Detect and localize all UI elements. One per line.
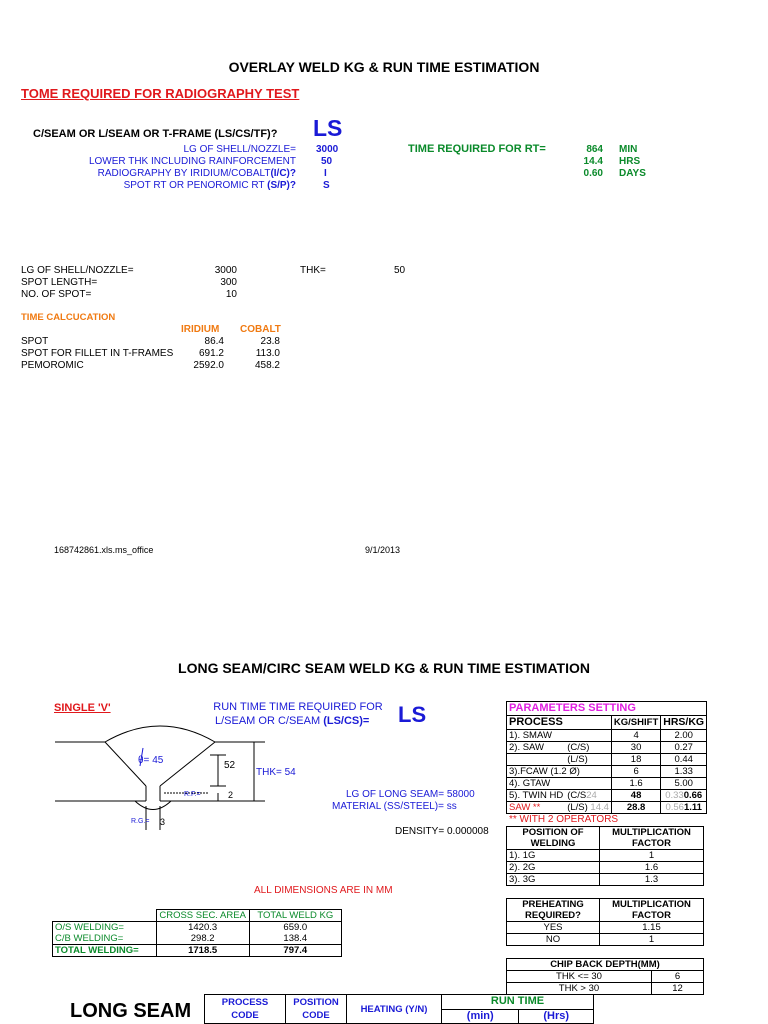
weld-joint-diagram bbox=[50, 718, 340, 833]
table-row bbox=[507, 971, 704, 983]
chip-back-title: CHIP BACK DEPTH(MM) bbox=[507, 959, 704, 971]
time-calc-cobalt: 458.2 bbox=[254, 360, 280, 371]
detail-thk-value: 50 bbox=[394, 265, 406, 276]
input-label-radiography-source: RADIOGRAPHY BY IRIDIUM/COBALT(I/C)? bbox=[97, 168, 296, 179]
chip-back-value: 12 bbox=[652, 983, 704, 995]
chip-back-label: THK <= 30 bbox=[507, 971, 652, 983]
joint-type-label: SINGLE 'V' bbox=[54, 702, 111, 714]
param-process: 4). GTAW bbox=[507, 778, 612, 790]
rt-value-days: 0.60 bbox=[583, 168, 603, 179]
weld-row-label: C/B WELDING= bbox=[53, 933, 157, 945]
time-calc-row-label: SPOT FOR FILLET IN T-FRAMES bbox=[21, 348, 174, 359]
operators-note: ** WITH 2 OPERATORS bbox=[509, 814, 619, 825]
time-calc-title: TIME CALCUCATION bbox=[21, 312, 116, 323]
param-process: 2). SAW bbox=[507, 742, 566, 754]
input-value-lower-thk[interactable]: 50 bbox=[321, 156, 333, 167]
chip-back-table bbox=[506, 958, 704, 995]
detail-value-spot-count: 10 bbox=[225, 289, 237, 300]
param-header-hrs: HRS/KG bbox=[661, 716, 707, 730]
param-hrs: 0.44 bbox=[661, 754, 707, 766]
groove-height-value: 52 bbox=[224, 760, 236, 771]
root-gap-value: 3 bbox=[160, 817, 166, 827]
run-time-seam-value[interactable]: LS bbox=[398, 702, 427, 727]
dimensions-note: ALL DIMENSIONS ARE IN MM bbox=[254, 885, 393, 896]
header-process-code: PROCESS CODE bbox=[205, 995, 286, 1024]
param-hrs: 2.00 bbox=[661, 730, 707, 742]
param-kg[interactable]: 28.8 bbox=[611, 802, 660, 814]
input-value-radiography-source[interactable]: I bbox=[324, 168, 327, 179]
header-run-time: RUN TIME bbox=[442, 995, 594, 1010]
rt-unit-days: DAYS bbox=[619, 168, 646, 179]
detail-label-spot-count: NO. OF SPOT= bbox=[21, 289, 92, 300]
table-row bbox=[53, 933, 342, 945]
weld-row-kg: 138.4 bbox=[249, 933, 341, 945]
param-hrs: 1.33 bbox=[661, 766, 707, 778]
time-calc-row-label: SPOT bbox=[21, 336, 49, 347]
run-time-question-line1: RUN TIME TIME REQUIRED FOR bbox=[213, 701, 383, 713]
chip-back-value: 6 bbox=[652, 971, 704, 983]
table-row bbox=[507, 742, 707, 754]
position-header-label: POSITION OF WELDING bbox=[507, 827, 600, 850]
table-row bbox=[507, 934, 704, 946]
weld-row-area: 1718.5 bbox=[156, 945, 249, 957]
rt-unit-min: MIN bbox=[619, 144, 638, 155]
table-row bbox=[507, 850, 704, 862]
bevel-angle-label: θ= 45 bbox=[138, 755, 164, 766]
preheat-factor: 1.15 bbox=[600, 922, 704, 934]
preheat-label: NO bbox=[507, 934, 600, 946]
table-row bbox=[507, 778, 707, 790]
detail-label-shell-length: LG OF SHELL/NOZZLE= bbox=[21, 265, 134, 276]
rt-value-hrs: 14.4 bbox=[583, 156, 603, 167]
param-process bbox=[507, 754, 566, 766]
param-kg[interactable]: 6 bbox=[611, 766, 660, 778]
table-row bbox=[507, 790, 707, 802]
param-hrs: 5.00 bbox=[661, 778, 707, 790]
param-hrs: 0.561.11 bbox=[661, 802, 707, 814]
table-row bbox=[53, 922, 342, 934]
density-value: DENSITY= 0.000008 bbox=[395, 826, 489, 837]
position-factor: 1.3 bbox=[600, 874, 704, 886]
material-type: MATERIAL (SS/STEEL)= ss bbox=[332, 801, 457, 812]
page-title: OVERLAY WELD KG & RUN TIME ESTIMATION bbox=[228, 59, 540, 75]
seam-type-question: C/SEAM OR L/SEAM OR T-FRAME (LS/CS/TF)? bbox=[33, 128, 278, 140]
time-calc-header-iridium: IRIDIUM bbox=[181, 324, 220, 335]
detail-label-spot-length: SPOT LENGTH= bbox=[21, 277, 98, 288]
root-face-value: 2 bbox=[228, 790, 234, 800]
preheat-table bbox=[506, 898, 704, 946]
header-run-time-hrs: (Hrs) bbox=[519, 1009, 594, 1024]
time-calc-header-cobalt: COBALT bbox=[240, 324, 281, 335]
param-kg[interactable]: 4 bbox=[611, 730, 660, 742]
position-table bbox=[506, 826, 704, 886]
parameters-table bbox=[506, 701, 707, 814]
param-sub: (L/S) bbox=[565, 754, 611, 766]
rt-time-label: TIME REQUIRED FOR RT= bbox=[408, 143, 546, 155]
weld-row-kg: 797.4 bbox=[249, 945, 341, 957]
param-process: 3).FCAW (1.2 Ø) bbox=[507, 766, 612, 778]
input-label-lower-thk: LOWER THK INCLUDING RAINFORCEMENT bbox=[88, 156, 296, 167]
header-position-code: POSITION CODE bbox=[286, 995, 347, 1024]
time-calc-iridium: 2592.0 bbox=[193, 360, 224, 371]
run-time-question-line2: L/SEAM OR C/SEAM (LS/CS)= bbox=[215, 715, 370, 727]
detail-value-spot-length: 300 bbox=[220, 277, 237, 288]
param-sub: (C/S24 bbox=[565, 790, 611, 802]
weld-row-area: 298.2 bbox=[156, 933, 249, 945]
weld-area-table bbox=[52, 909, 342, 957]
position-label: 1). 1G bbox=[507, 850, 600, 862]
table-row bbox=[507, 766, 707, 778]
weld-row-label: O/S WELDING= bbox=[53, 922, 157, 934]
run-time-header-table bbox=[204, 994, 594, 1024]
preheat-factor: 1 bbox=[600, 934, 704, 946]
param-kg[interactable]: 18 bbox=[611, 754, 660, 766]
position-factor: 1.6 bbox=[600, 862, 704, 874]
seam-type-value[interactable]: LS bbox=[313, 115, 343, 141]
param-kg[interactable]: 1.6 bbox=[611, 778, 660, 790]
param-kg[interactable]: 48 bbox=[611, 790, 660, 802]
footer-date: 9/1/2013 bbox=[365, 545, 401, 555]
time-calc-row-label: PEMOROMIC bbox=[21, 360, 84, 371]
param-kg[interactable]: 30 bbox=[611, 742, 660, 754]
weld-row-label: TOTAL WELDING= bbox=[53, 945, 157, 957]
table-row bbox=[507, 922, 704, 934]
weld-header-kg: TOTAL WELD KG bbox=[249, 910, 341, 922]
footer-filename: 168742861.xls.ms_office bbox=[54, 545, 154, 555]
chip-back-label: THK > 30 bbox=[507, 983, 652, 995]
param-hrs: 0.330.66 bbox=[661, 790, 707, 802]
param-header-process: PROCESS bbox=[507, 716, 612, 730]
parameters-title: PARAMETERS SETTING bbox=[507, 702, 707, 716]
param-sub: (C/S) bbox=[565, 742, 611, 754]
thickness-label: THK= 54 bbox=[256, 767, 296, 778]
page2-title: LONG SEAM/CIRC SEAM WELD KG & RUN TIME ESTIMATION bbox=[178, 660, 590, 676]
param-process: SAW ** bbox=[507, 802, 566, 814]
table-row bbox=[507, 862, 704, 874]
table-row bbox=[507, 730, 707, 742]
param-hrs: 0.27 bbox=[661, 742, 707, 754]
table-row bbox=[507, 754, 707, 766]
table-row bbox=[507, 802, 707, 814]
weld-row-kg: 659.0 bbox=[249, 922, 341, 934]
position-label: 2). 2G bbox=[507, 862, 600, 874]
position-label: 3). 3G bbox=[507, 874, 600, 886]
rt-unit-hrs: HRS bbox=[619, 156, 641, 167]
input-label-shell-length: LG OF SHELL/NOZZLE= bbox=[183, 144, 296, 155]
header-run-time-min: (min) bbox=[442, 1009, 519, 1024]
header-heating: HEATING (Y/N) bbox=[347, 995, 442, 1024]
preheat-header-factor: MULTIPLICATION FACTOR bbox=[600, 899, 704, 922]
time-calc-iridium: 691.2 bbox=[198, 348, 224, 359]
table-row bbox=[53, 945, 342, 957]
rt-value-min: 864 bbox=[586, 144, 603, 155]
preheat-header-label: PREHEATING REQUIRED? bbox=[507, 899, 600, 922]
seam-type-heading: LONG SEAM bbox=[70, 1000, 192, 1022]
root-gap-label: R.G.= bbox=[131, 818, 150, 825]
time-calc-cobalt: 23.8 bbox=[260, 336, 280, 347]
input-value-shell-length[interactable]: 3000 bbox=[316, 144, 339, 155]
position-header-factor: MULTIPLICATION FACTOR bbox=[600, 827, 704, 850]
param-process: 5). TWIN HD bbox=[507, 790, 566, 802]
param-header-kg: KG/SHIFT bbox=[611, 716, 660, 730]
weld-header-area: CROSS SEC. AREA bbox=[156, 910, 249, 922]
param-sub: (L/S) 14.4 bbox=[565, 802, 611, 814]
detail-value-shell-length: 3000 bbox=[214, 265, 237, 276]
weld-row-area: 1420.3 bbox=[156, 922, 249, 934]
position-factor: 1 bbox=[600, 850, 704, 862]
table-row bbox=[507, 983, 704, 995]
radiography-subtitle: TOME REQUIRED FOR RADIOGRAPHY TEST bbox=[21, 86, 300, 101]
input-value-spot-or-panoramic[interactable]: S bbox=[323, 180, 330, 191]
table-row bbox=[507, 874, 704, 886]
detail-thk-label: THK= bbox=[300, 265, 326, 276]
root-face-label: R.F.= bbox=[184, 791, 201, 798]
input-label-spot-or-panoramic: SPOT RT OR PENOROMIC RT (S/P)? bbox=[123, 180, 296, 191]
time-calc-cobalt: 113.0 bbox=[255, 348, 280, 359]
param-process: 1). SMAW bbox=[507, 730, 612, 742]
preheat-label: YES bbox=[507, 922, 600, 934]
time-calc-iridium: 86.4 bbox=[204, 336, 224, 347]
long-seam-length: LG OF LONG SEAM= 58000 bbox=[346, 789, 475, 800]
